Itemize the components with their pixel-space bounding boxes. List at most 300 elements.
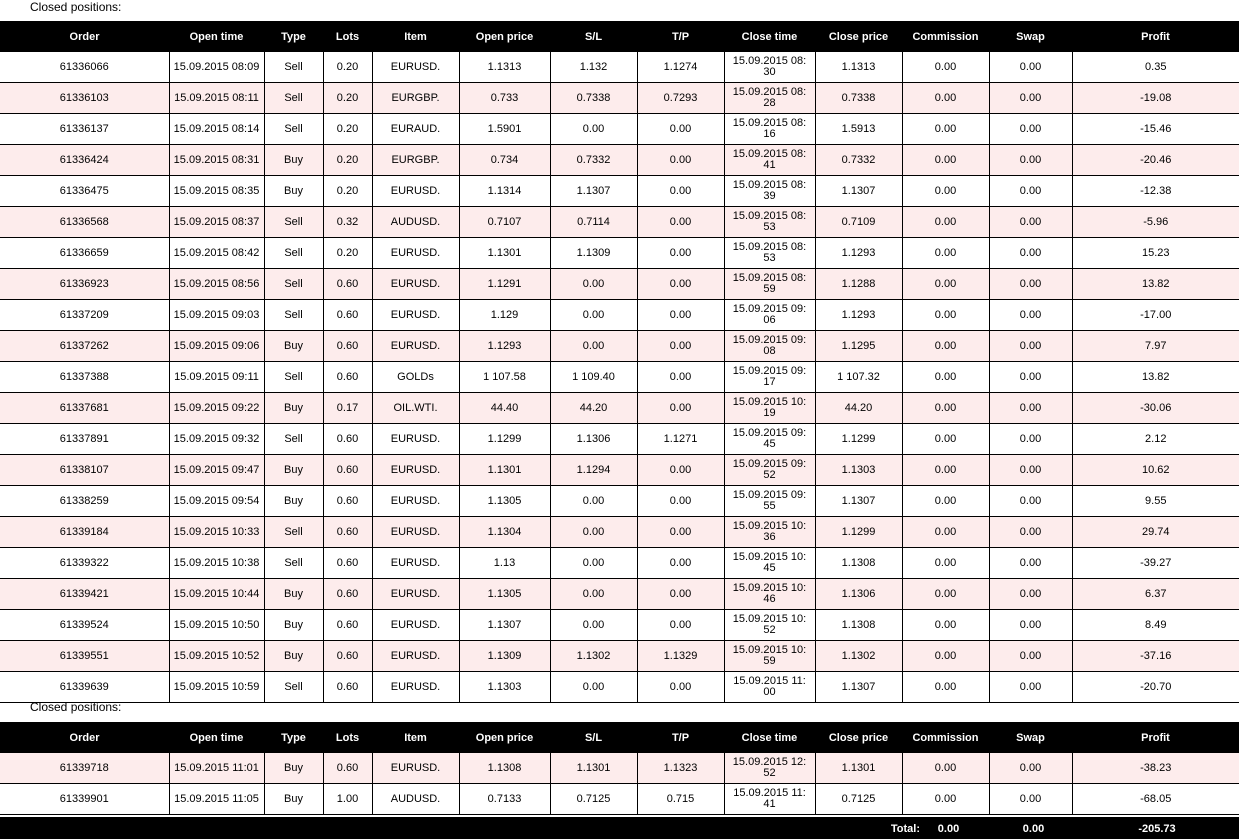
table-row bbox=[0, 362, 1239, 393]
close-time-line: 55 bbox=[763, 500, 776, 512]
close-time-line: 15.09.2015 09: bbox=[732, 365, 807, 377]
table-cell: 0.00 bbox=[637, 176, 724, 207]
close-time-line: 15.09.2015 08: bbox=[732, 272, 807, 284]
table-cell: 15.09.2015 09:32 bbox=[169, 424, 264, 455]
table-cell: 13.82 bbox=[1072, 269, 1239, 300]
table-cell: Buy bbox=[264, 486, 323, 517]
table-cell: -68.05 bbox=[1072, 784, 1239, 815]
close-time-line: 15.09.2015 10: bbox=[732, 551, 807, 563]
table-cell: 0.00 bbox=[989, 393, 1072, 424]
table-cell: 1.13 bbox=[459, 548, 550, 579]
table-cell: 1.1301 bbox=[459, 238, 550, 269]
column-header: Swap bbox=[989, 722, 1072, 753]
table-cell: 1 109.40 bbox=[550, 362, 637, 393]
table-cell: 15.09.2015 10:38 bbox=[169, 548, 264, 579]
table-cell: Sell bbox=[264, 548, 323, 579]
table-cell: 1.1294 bbox=[550, 455, 637, 486]
table-cell: 0.00 bbox=[637, 455, 724, 486]
table-cell: 0.733 bbox=[459, 83, 550, 114]
table-cell: 13.82 bbox=[1072, 362, 1239, 393]
table-cell: 1.1308 bbox=[459, 753, 550, 784]
table-cell: 0.00 bbox=[902, 455, 989, 486]
table-cell: 0.7293 bbox=[637, 83, 724, 114]
column-header: Open price bbox=[459, 722, 550, 753]
table-cell: 0.00 bbox=[902, 517, 989, 548]
table-cell: 1.5913 bbox=[815, 114, 902, 145]
closed-positions-table-2 bbox=[0, 722, 1239, 815]
column-header: Close time bbox=[724, 722, 815, 753]
table-cell: 0.00 bbox=[989, 300, 1072, 331]
table-cell: 0.00 bbox=[637, 672, 724, 703]
table-cell: 44.40 bbox=[459, 393, 550, 424]
close-time-line: 15.09.2015 09: bbox=[732, 303, 807, 315]
table-cell: 0.00 bbox=[989, 238, 1072, 269]
column-header: S/L bbox=[550, 722, 637, 753]
table-row bbox=[0, 784, 1239, 815]
table-cell: 1.1293 bbox=[459, 331, 550, 362]
table-cell: 61337681 bbox=[0, 393, 169, 424]
close-time-line: 15.09.2015 08: bbox=[732, 241, 807, 253]
table-cell: 0.00 bbox=[550, 610, 637, 641]
table-cell: EURUSD. bbox=[372, 52, 459, 83]
table-cell: 0.00 bbox=[550, 517, 637, 548]
close-time-line: 15.09.2015 08: bbox=[732, 55, 807, 67]
close-time-line: 15.09.2015 10: bbox=[732, 520, 807, 532]
table-cell: -19.08 bbox=[1072, 83, 1239, 114]
table-cell: 15.09.2015 08:31 bbox=[169, 145, 264, 176]
table-cell: 61336923 bbox=[0, 269, 169, 300]
table-cell: EURUSD. bbox=[372, 672, 459, 703]
table-cell: Buy bbox=[264, 753, 323, 784]
table-cell: 1.1303 bbox=[459, 672, 550, 703]
table-cell: 0.20 bbox=[323, 52, 372, 83]
table-cell: 15.09.2015 11:05 bbox=[169, 784, 264, 815]
table-cell: 1.1309 bbox=[459, 641, 550, 672]
table-cell: 0.00 bbox=[902, 300, 989, 331]
table-row bbox=[0, 548, 1239, 579]
table-cell: 1.1304 bbox=[459, 517, 550, 548]
table-cell: 0.7125 bbox=[815, 784, 902, 815]
table-row bbox=[0, 393, 1239, 424]
column-header: Open time bbox=[169, 722, 264, 753]
table-cell: -12.38 bbox=[1072, 176, 1239, 207]
table-cell: EURUSD. bbox=[372, 579, 459, 610]
table-cell: 8.49 bbox=[1072, 610, 1239, 641]
table-cell: 61339184 bbox=[0, 517, 169, 548]
close-time-line: 52 bbox=[763, 469, 776, 481]
table-cell: 0.00 bbox=[989, 331, 1072, 362]
table-cell: 0.00 bbox=[637, 548, 724, 579]
table-cell: 29.74 bbox=[1072, 517, 1239, 548]
table-cell: 0.00 bbox=[989, 455, 1072, 486]
table-cell: Sell bbox=[264, 362, 323, 393]
table-cell: Buy bbox=[264, 579, 323, 610]
table-cell: 10.62 bbox=[1072, 455, 1239, 486]
table-cell: EURUSD. bbox=[372, 641, 459, 672]
table-cell: GOLDs bbox=[372, 362, 459, 393]
table-cell: EURUSD. bbox=[372, 517, 459, 548]
table-cell: 1.1301 bbox=[815, 753, 902, 784]
table-cell: 15.09.2015 10:52 bbox=[169, 641, 264, 672]
table-cell: 1.1323 bbox=[637, 753, 724, 784]
table-cell: 15.09.2015 09:54 bbox=[169, 486, 264, 517]
table-cell: Buy bbox=[264, 610, 323, 641]
table-cell: 0.60 bbox=[323, 424, 372, 455]
column-header: Lots bbox=[323, 722, 372, 753]
table-cell: 1 107.58 bbox=[459, 362, 550, 393]
close-time-line: 15.09.2015 08: bbox=[732, 148, 807, 160]
close-time-line: 53 bbox=[763, 252, 776, 264]
table-cell: 0.715 bbox=[637, 784, 724, 815]
close-time-line: 15.09.2015 12: bbox=[732, 756, 807, 768]
table-cell: EURUSD. bbox=[372, 486, 459, 517]
column-header: Swap bbox=[989, 21, 1072, 52]
table-cell: 0.00 bbox=[989, 269, 1072, 300]
table-cell: 0.00 bbox=[550, 331, 637, 362]
column-header: Close price bbox=[815, 722, 902, 753]
column-header: Profit bbox=[1072, 21, 1239, 52]
table-cell bbox=[724, 672, 815, 703]
column-header: Order bbox=[0, 21, 169, 52]
table-cell: 61339524 bbox=[0, 610, 169, 641]
table-cell: 0.00 bbox=[989, 486, 1072, 517]
table-cell: 1.1313 bbox=[459, 52, 550, 83]
table-cell: 61337388 bbox=[0, 362, 169, 393]
table-cell: OIL.WTI. bbox=[372, 393, 459, 424]
table-cell: 0.00 bbox=[989, 424, 1072, 455]
table-cell: 0.7125 bbox=[550, 784, 637, 815]
column-header: Type bbox=[264, 722, 323, 753]
table-row bbox=[0, 424, 1239, 455]
close-time-line: 19 bbox=[763, 407, 776, 419]
table-cell bbox=[724, 753, 815, 784]
table-cell: 0.00 bbox=[902, 641, 989, 672]
table-cell: 0.60 bbox=[323, 579, 372, 610]
table-cell: 61336659 bbox=[0, 238, 169, 269]
table-cell: 0.7338 bbox=[815, 83, 902, 114]
close-time-line: 41 bbox=[763, 159, 776, 171]
close-time-line: 15.09.2015 11: bbox=[733, 675, 806, 687]
table-cell: 15.09.2015 11:01 bbox=[169, 753, 264, 784]
table-cell: 1.1274 bbox=[637, 52, 724, 83]
table-cell: 0.7133 bbox=[459, 784, 550, 815]
close-time-line: 52 bbox=[763, 624, 776, 636]
table-cell: 1.132 bbox=[550, 52, 637, 83]
table-cell: 0.00 bbox=[637, 362, 724, 393]
column-header: Commission bbox=[902, 21, 989, 52]
column-header: Close price bbox=[815, 21, 902, 52]
table-cell: 61336424 bbox=[0, 145, 169, 176]
table-row bbox=[0, 238, 1239, 269]
table-cell: Sell bbox=[264, 672, 323, 703]
table-row bbox=[0, 610, 1239, 641]
table-row bbox=[0, 517, 1239, 548]
table-cell: 1.1308 bbox=[815, 610, 902, 641]
table-cell: 44.20 bbox=[550, 393, 637, 424]
table-cell: 61339421 bbox=[0, 579, 169, 610]
close-time-line: 59 bbox=[763, 283, 776, 295]
close-time-line: 53 bbox=[763, 221, 776, 233]
table-cell: 61338259 bbox=[0, 486, 169, 517]
close-time-line: 15.09.2015 09: bbox=[732, 334, 807, 346]
table-cell: 15.09.2015 09:22 bbox=[169, 393, 264, 424]
table-cell: Buy bbox=[264, 784, 323, 815]
table-cell: 0.00 bbox=[902, 331, 989, 362]
table-cell: 0.7332 bbox=[815, 145, 902, 176]
table-cell: -20.70 bbox=[1072, 672, 1239, 703]
table-cell: 61339718 bbox=[0, 753, 169, 784]
table-cell: 0.20 bbox=[323, 145, 372, 176]
table-cell: 0.00 bbox=[550, 269, 637, 300]
table-cell: EURUSD. bbox=[372, 269, 459, 300]
table-cell: 0.00 bbox=[637, 207, 724, 238]
table-cell: 0.00 bbox=[989, 83, 1072, 114]
close-time-line: 30 bbox=[763, 66, 776, 78]
table-cell: 15.09.2015 08:35 bbox=[169, 176, 264, 207]
table-cell: 61339901 bbox=[0, 784, 169, 815]
table-cell: 0.00 bbox=[989, 610, 1072, 641]
table-cell: 0.60 bbox=[323, 300, 372, 331]
table-cell: 0.00 bbox=[902, 176, 989, 207]
table-cell: 0.00 bbox=[550, 672, 637, 703]
table-cell bbox=[724, 176, 815, 207]
section-title-1: Closed positions: bbox=[30, 0, 122, 14]
table-cell: Buy bbox=[264, 641, 323, 672]
totals-bar bbox=[0, 817, 1239, 839]
table-cell: 15.09.2015 08:14 bbox=[169, 114, 264, 145]
column-header: Lots bbox=[323, 21, 372, 52]
table-cell: 0.00 bbox=[902, 83, 989, 114]
table-cell bbox=[724, 424, 815, 455]
table-cell: 0.00 bbox=[637, 114, 724, 145]
table-cell bbox=[724, 83, 815, 114]
close-time-line: 46 bbox=[763, 593, 776, 605]
table-cell: 15.09.2015 08:11 bbox=[169, 83, 264, 114]
table-cell bbox=[724, 393, 815, 424]
table-cell: 0.00 bbox=[902, 672, 989, 703]
table-cell: 0.00 bbox=[902, 548, 989, 579]
table-cell: 1.1314 bbox=[459, 176, 550, 207]
table-cell: EURUSD. bbox=[372, 331, 459, 362]
close-time-line: 15.09.2015 09: bbox=[732, 427, 807, 439]
close-time-line: 15.09.2015 08: bbox=[732, 117, 807, 129]
table-cell: 0.7109 bbox=[815, 207, 902, 238]
table-cell bbox=[724, 207, 815, 238]
table-cell: -38.23 bbox=[1072, 753, 1239, 784]
table-cell: 15.09.2015 09:47 bbox=[169, 455, 264, 486]
table-cell: 1.1302 bbox=[815, 641, 902, 672]
table-cell: 61336475 bbox=[0, 176, 169, 207]
table-cell: 1.00 bbox=[323, 784, 372, 815]
table-header-row bbox=[0, 722, 1239, 753]
table-cell: 0.60 bbox=[323, 672, 372, 703]
table-cell: 15.09.2015 10:44 bbox=[169, 579, 264, 610]
table-cell: 15.09.2015 09:03 bbox=[169, 300, 264, 331]
table-cell: 0.60 bbox=[323, 610, 372, 641]
table-cell: Sell bbox=[264, 300, 323, 331]
table-row bbox=[0, 300, 1239, 331]
table-row bbox=[0, 269, 1239, 300]
table-cell: 15.09.2015 08:42 bbox=[169, 238, 264, 269]
table-cell bbox=[724, 238, 815, 269]
table-cell: Sell bbox=[264, 238, 323, 269]
table-cell: Buy bbox=[264, 176, 323, 207]
table-cell: 0.7114 bbox=[550, 207, 637, 238]
table-cell bbox=[724, 548, 815, 579]
table-row bbox=[0, 114, 1239, 145]
table-cell: 0.60 bbox=[323, 753, 372, 784]
table-cell: 15.09.2015 09:11 bbox=[169, 362, 264, 393]
column-header: T/P bbox=[637, 21, 724, 52]
table-cell: Buy bbox=[264, 331, 323, 362]
table-cell: 0.32 bbox=[323, 207, 372, 238]
column-header: Order bbox=[0, 722, 169, 753]
table-cell: 0.00 bbox=[637, 579, 724, 610]
table-cell: 61336066 bbox=[0, 52, 169, 83]
table-cell bbox=[724, 269, 815, 300]
table-cell: Buy bbox=[264, 393, 323, 424]
table-row bbox=[0, 145, 1239, 176]
table-cell: 1.1301 bbox=[550, 753, 637, 784]
table-cell: 1.1307 bbox=[815, 672, 902, 703]
table-cell: 1.1299 bbox=[815, 517, 902, 548]
table-cell: 0.00 bbox=[989, 641, 1072, 672]
table-cell: 1.5901 bbox=[459, 114, 550, 145]
table-cell: 1.1288 bbox=[815, 269, 902, 300]
table-cell: 0.00 bbox=[902, 579, 989, 610]
table-cell: 61338107 bbox=[0, 455, 169, 486]
table-cell: 1.1307 bbox=[815, 176, 902, 207]
column-header: T/P bbox=[637, 722, 724, 753]
table-cell: 0.00 bbox=[902, 784, 989, 815]
table-cell: 0.00 bbox=[989, 784, 1072, 815]
table-cell: 0.00 bbox=[637, 331, 724, 362]
table-cell: 0.00 bbox=[637, 238, 724, 269]
table-cell bbox=[724, 145, 815, 176]
table-cell: 61337891 bbox=[0, 424, 169, 455]
table-row bbox=[0, 753, 1239, 784]
table-cell: Sell bbox=[264, 269, 323, 300]
table-cell: 1.1299 bbox=[815, 424, 902, 455]
table-cell: EURUSD. bbox=[372, 238, 459, 269]
table-cell: 0.00 bbox=[989, 548, 1072, 579]
table-cell: EURUSD. bbox=[372, 300, 459, 331]
close-time-line: 59 bbox=[763, 655, 776, 667]
table-cell: 0.00 bbox=[902, 145, 989, 176]
table-cell: 7.97 bbox=[1072, 331, 1239, 362]
table-cell: 0.00 bbox=[550, 548, 637, 579]
table-cell: 0.00 bbox=[902, 610, 989, 641]
section-title-2: Closed positions: bbox=[30, 700, 122, 714]
table-row bbox=[0, 52, 1239, 83]
table-cell: EURUSD. bbox=[372, 753, 459, 784]
table-cell: Sell bbox=[264, 424, 323, 455]
totals-label: Total: bbox=[890, 823, 920, 835]
table-cell bbox=[724, 517, 815, 548]
column-header: Item bbox=[372, 722, 459, 753]
table-row bbox=[0, 455, 1239, 486]
close-time-line: 16 bbox=[763, 128, 776, 140]
table-cell: 0.00 bbox=[637, 269, 724, 300]
table-cell: 0.60 bbox=[323, 455, 372, 486]
table-cell: 0.00 bbox=[989, 579, 1072, 610]
table-row bbox=[0, 579, 1239, 610]
table-cell: Sell bbox=[264, 114, 323, 145]
table-cell: 0.20 bbox=[323, 176, 372, 207]
closed-positions-table-1 bbox=[0, 21, 1239, 703]
table-cell: 0.00 bbox=[902, 238, 989, 269]
table-cell: 61336137 bbox=[0, 114, 169, 145]
table-cell: Sell bbox=[264, 207, 323, 238]
table-cell: 0.00 bbox=[902, 486, 989, 517]
column-header: S/L bbox=[550, 21, 637, 52]
table-cell bbox=[724, 486, 815, 517]
table-cell: EURAUD. bbox=[372, 114, 459, 145]
table-cell: Sell bbox=[264, 52, 323, 83]
table-cell: 0.00 bbox=[989, 362, 1072, 393]
table-cell bbox=[724, 331, 815, 362]
table-cell: 0.20 bbox=[323, 238, 372, 269]
table-cell: 0.00 bbox=[902, 207, 989, 238]
table-cell: 1.1329 bbox=[637, 641, 724, 672]
table-cell: 1.1295 bbox=[815, 331, 902, 362]
close-time-line: 41 bbox=[763, 798, 776, 810]
table-cell: 0.00 bbox=[989, 753, 1072, 784]
table-cell: -37.16 bbox=[1072, 641, 1239, 672]
table-cell bbox=[724, 455, 815, 486]
table-cell: 0.60 bbox=[323, 517, 372, 548]
table-cell: 1.1307 bbox=[459, 610, 550, 641]
table-row bbox=[0, 331, 1239, 362]
table-cell: 0.00 bbox=[902, 114, 989, 145]
table-cell: 1.1307 bbox=[815, 486, 902, 517]
close-time-line: 28 bbox=[763, 97, 776, 109]
close-time-line: 15.09.2015 09: bbox=[732, 458, 807, 470]
table-cell: EURUSD. bbox=[372, 455, 459, 486]
table-cell: 1.1305 bbox=[459, 579, 550, 610]
table-cell: 0.00 bbox=[989, 114, 1072, 145]
table-row bbox=[0, 641, 1239, 672]
table-cell: 1.1306 bbox=[550, 424, 637, 455]
table-cell: 0.00 bbox=[902, 362, 989, 393]
table-cell: 15.09.2015 08:09 bbox=[169, 52, 264, 83]
table-cell: 1.1305 bbox=[459, 486, 550, 517]
close-time-line: 36 bbox=[763, 531, 776, 543]
table-cell: 0.20 bbox=[323, 83, 372, 114]
table-cell: 1.129 bbox=[459, 300, 550, 331]
table-cell: AUDUSD. bbox=[372, 207, 459, 238]
column-header: Open time bbox=[169, 21, 264, 52]
table-cell bbox=[724, 641, 815, 672]
table-cell: 0.00 bbox=[550, 579, 637, 610]
table-cell bbox=[724, 114, 815, 145]
table-cell: 1.1271 bbox=[637, 424, 724, 455]
table-cell: 1.1306 bbox=[815, 579, 902, 610]
close-time-line: 15.09.2015 10: bbox=[732, 396, 807, 408]
table-cell: 1.1301 bbox=[459, 455, 550, 486]
table-cell: 0.00 bbox=[902, 269, 989, 300]
table-cell: Buy bbox=[264, 455, 323, 486]
table-cell: 0.35 bbox=[1072, 52, 1239, 83]
table-cell: 1.1307 bbox=[550, 176, 637, 207]
table-cell: 0.60 bbox=[323, 331, 372, 362]
close-time-line: 17 bbox=[763, 376, 776, 388]
close-time-line: 15.09.2015 08: bbox=[732, 210, 807, 222]
close-time-line: 15.09.2015 10: bbox=[732, 644, 807, 656]
close-time-line: 06 bbox=[763, 314, 776, 326]
table-cell: 0.00 bbox=[902, 393, 989, 424]
table-cell: 0.00 bbox=[550, 486, 637, 517]
